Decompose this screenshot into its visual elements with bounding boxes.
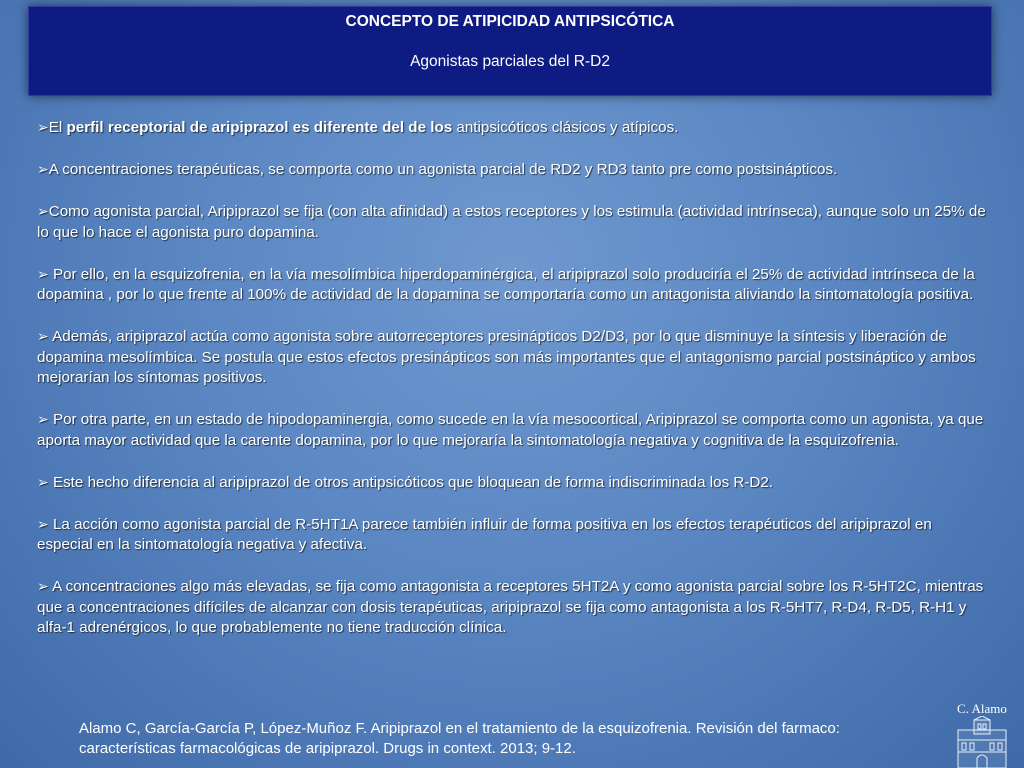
citation-line-1: Alamo C, García-García P, López-Muñoz F. Aripiprazol en el tratamiento de la esquizofrenia. Revisión del farmaco: [79,720,840,737]
slide-subtitle: Agonistas parciales del R-D2 [410,53,610,70]
bold-text: perfil receptorial de aripiprazol es diferente del de los [66,119,453,136]
slide-content [37,117,987,659]
paragraph-2: ➢A concentraciones terapéuticas, se comporta como un agonista parcial de RD2 y RD3 tanto pre como postsinápticos. [37,161,838,178]
arrow-bullet-icon: ➢ [37,473,49,490]
slide-title: CONCEPTO DE ATIPICIDAD ANTIPSICÓTICA [345,13,675,30]
paragraph-9: ➢ A concentraciones algo más elevadas, se fija como antagonista a receptores 5HT2A y como agonista parcial sobre los R-5HT2C, mientras que a concentraciones difíciles de alcanzar con dosis terapéuticas, aripiprazol se fija como antagonista a los R-5HT7, R-D4, R-D5, R-H1 y alfa-1 adrenérgicos, lo que probablemente no tiene traducción clínica. [37,578,984,636]
paragraph-8: ➢ La acción como agonista parcial de R-5HT1A parece también influir de forma positiva en los efectos terapéuticos del aripiprazol en especial en la sintomatología negativa y afectiva. [37,515,932,553]
paragraph-3: ➢Como agonista parcial, Aripiprazol se fija (con alta afinidad) a estos receptores y los estimula (actividad intrínseca), aunque solo un 25% de lo que lo hace el agonista puro dopamina. [37,203,986,241]
paragraph-4: ➢ Por ello, en la esquizofrenia, en la vía mesolímbica hiperdopaminérgica, el aripiprazol solo produciría el 25% de actividad intrínseca de la dopamina , por lo que frente al 100% de actividad de la dopamina se comportaría como un antagonista aliviando la sintomatología positiva. [37,265,975,303]
arrow-bullet-icon: ➢ [37,203,49,219]
university-building-icon [952,716,1012,768]
arrow-bullet-icon: ➢ [37,119,49,135]
arrow-bullet-icon: ➢ [37,515,49,532]
paragraph-6: ➢ Por otra parte, en un estado de hipodopaminergia, como sucede en la vía mesocortical, Aripiprazol se comporta como un agonista, ya que aporta mayor actividad que la carente dopamina, por lo que mejoraría la sintomatología negativa y cognitiva de la esquizofrenia. [37,411,984,449]
title-box [28,6,992,96]
paragraph-5: ➢ Además, aripiprazol actúa como agonista sobre autorreceptores presinápticos D2/D3, por lo que disminuye la síntesis y liberación de dopamina mesolímbica. Se postula que estos efectos presinápticos son más importantes que el antagonismo parcial postsináptico y ambos mejorarían los síntomas positivos. [37,328,976,386]
citation-line-2: características farmacológicas de aripiprazol. Drugs in context. 2013; 9-12. [79,740,576,757]
arrow-bullet-icon: ➢ [37,328,49,344]
arrow-bullet-icon: ➢ [37,578,49,594]
arrow-bullet-icon: ➢ [37,411,49,427]
arrow-bullet-icon: ➢ [37,161,49,177]
paragraph-1: ➢El perfil receptorial de aripiprazol es diferente del de los antipsicóticos clásicos y atípicos. [37,119,679,136]
author-signature: C. Alamo [957,701,1007,716]
citation [79,719,959,759]
paragraph-7: ➢ Este hecho diferencia al aripiprazol de otros antipsicóticos que bloquean de forma indiscriminada los R-D2. [37,473,774,491]
arrow-bullet-icon: ➢ [37,265,49,282]
